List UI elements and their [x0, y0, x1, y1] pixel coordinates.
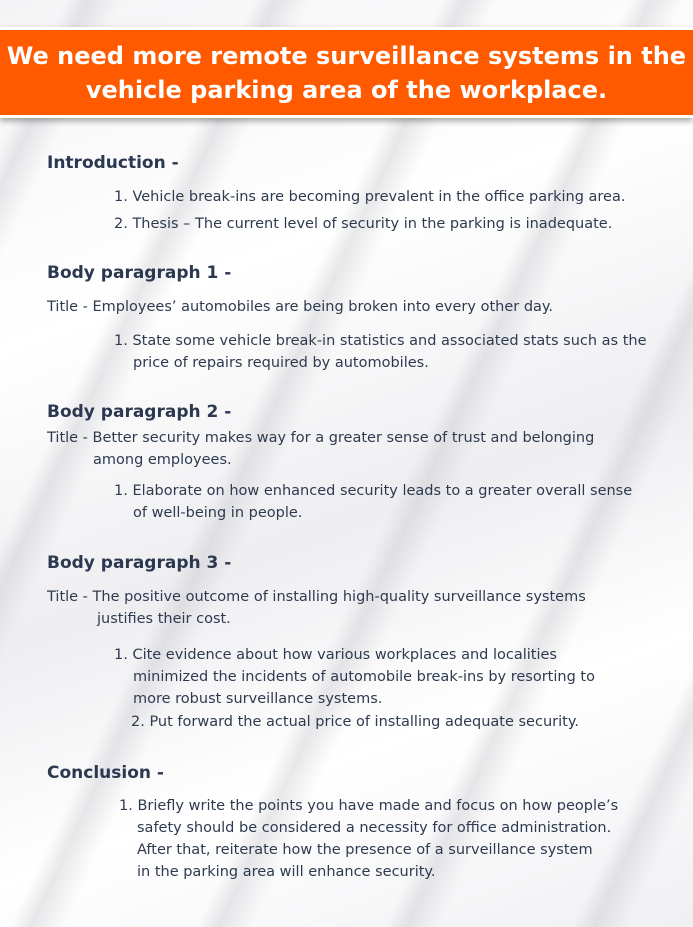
page-title: We need more remote surveillance systems in the vehicle parking area of the workplace. — [6, 41, 687, 104]
body-paragraph-3-item-1-line-3: more robust surveillance systems. — [133, 691, 383, 707]
conclusion-item-line-4: in the parking area will enhance security. — [137, 864, 436, 880]
body-paragraph-1-item-line-2: price of repairs required by automobiles. — [133, 355, 429, 371]
body-paragraph-2-heading: Body paragraph 2 - — [47, 402, 232, 422]
title-banner — [0, 27, 693, 118]
introduction-item-2: 2. Thesis – The current level of security in the parking is inadequate. — [114, 216, 613, 232]
body-paragraph-1-title: Title - Employees’ automobiles are being broken into every other day. — [47, 299, 554, 315]
body-paragraph-3-item-1-line-1: 1. Cite evidence about how various workplaces and localities — [114, 647, 557, 663]
body-paragraph-2-item-line-1: 1. Elaborate on how enhanced security leads to a greater overall sense — [114, 483, 633, 499]
conclusion-heading: Conclusion - — [47, 763, 164, 783]
body-paragraph-2-item-line-2: of well-being in people. — [133, 505, 303, 521]
body-paragraph-1-heading: Body paragraph 1 - — [47, 263, 232, 283]
conclusion-item-line-2: safety should be considered a necessity for office administration. — [137, 820, 612, 836]
body-paragraph-1-item-line-1: 1. State some vehicle break-in statistics and associated stats such as the — [114, 333, 647, 349]
conclusion-item-line-1: 1. Briefly write the points you have made and focus on how people’s — [119, 798, 619, 814]
body-paragraph-2-title-line-1: Title - Better security makes way for a greater sense of trust and belonging — [47, 430, 595, 446]
body-paragraph-3-item-2: 2. Put forward the actual price of installing adequate security. — [131, 714, 579, 730]
introduction-item-1: 1. Vehicle break-ins are becoming prevalent in the office parking area. — [114, 189, 626, 205]
body-paragraph-3-item-1-line-2: minimized the incidents of automobile break-ins by resorting to — [133, 669, 595, 685]
body-paragraph-3-title-line-1: Title - The positive outcome of installing high-quality surveillance systems — [47, 589, 586, 605]
body-paragraph-3-title-line-2: justifies their cost. — [97, 611, 231, 627]
conclusion-item-line-3: After that, reiterate how the presence of a surveillance system — [137, 842, 593, 858]
introduction-heading: Introduction - — [47, 153, 179, 173]
body-paragraph-3-heading: Body paragraph 3 - — [47, 553, 232, 573]
body-paragraph-2-title-line-2: among employees. — [93, 452, 232, 468]
